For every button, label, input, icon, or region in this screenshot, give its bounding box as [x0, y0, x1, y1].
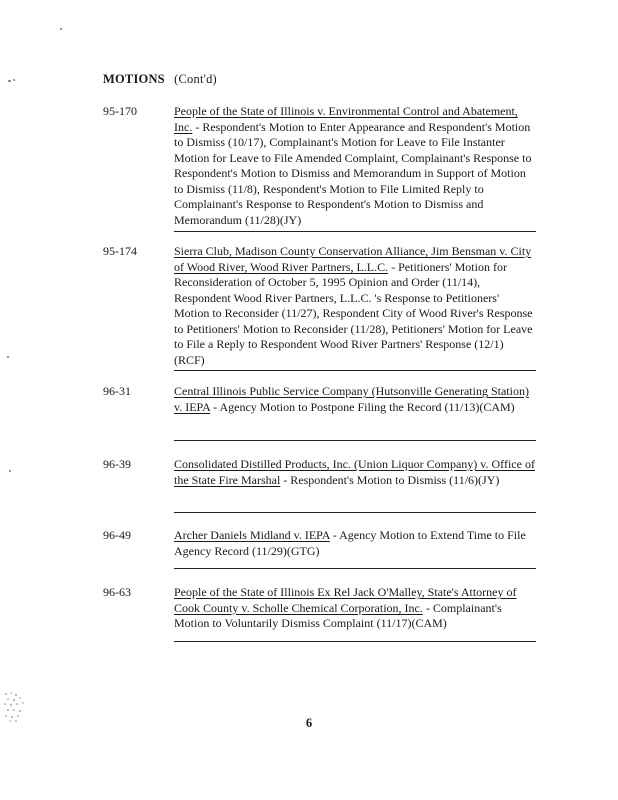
docket-number: 96-31: [103, 384, 131, 398]
motion-detail: - Agency Motion to Postpone Filing the Record (11/13)(CAM): [210, 399, 515, 414]
case-caption: Central Illinois Public Service Company (Hutsonville Generating Station) v. IEPA: [174, 384, 529, 414]
motion-text: [174, 244, 536, 368]
entry-divider: [174, 370, 536, 371]
entry-divider: [174, 568, 536, 569]
docket-number: 96-63: [103, 585, 131, 599]
scan-speck: [8, 80, 11, 82]
docket-number: 96-49: [103, 528, 131, 542]
entry-divider: [174, 641, 536, 642]
motion-text: [174, 585, 536, 632]
motion-text: [174, 104, 536, 228]
motion-detail: - Complainant's Motion to Voluntarily Dismiss Complaint (11/17)(CAM): [174, 600, 502, 630]
case-caption: People of the State of Illinois v. Environmental Control and Abatement, Inc.: [174, 104, 518, 134]
scan-speck: [9, 470, 11, 472]
motion-text: [174, 457, 536, 488]
docket-number: 96-39: [103, 457, 131, 471]
page-number: 6: [305, 716, 313, 730]
docket-number: 95-174: [103, 244, 137, 258]
motion-text: [174, 384, 536, 415]
motion-detail: - Respondent's Motion to Dismiss (11/6)(JY): [280, 472, 500, 487]
section-title: MOTIONS: [103, 72, 165, 86]
motion-detail: - Agency Motion to Extend Time to File Agency Record (11/29)(GTG): [174, 528, 526, 558]
case-caption: Consolidated Distilled Products, Inc. (Union Liquor Company) v. Office of the State Fire Marshal: [174, 457, 535, 487]
scan-speck: [13, 79, 15, 81]
scan-speck: [7, 356, 9, 358]
case-caption: Archer Daniels Midland v. IEPA: [174, 528, 330, 542]
section-heading: [103, 72, 217, 87]
docket-number: 95-170: [103, 104, 137, 118]
motion-detail: - Respondent's Motion to Enter Appearance and Respondent's Motion to Dismiss (10/17), Complainant's Motion for Leave to File Instanter Motion for Leave to File Amended Complaint, Complainant's Response to Respondent's Motion to Dismiss and Memorandum in Support of Motion to Dismiss (11/8), Respondent's Motion to File Limited Reply to Complainant's Response to Respondent's Motion to Dismiss and Memorandum (11/28)(JY): [174, 119, 532, 227]
scan-noise-cluster: [2, 690, 28, 724]
motion-detail: - Petitioners' Motion for Reconsideration of October 5, 1995 Opinion and Order (11/14), Respondent Wood River Partners, L.L.C. 's Response to Petitioners' Motion to Reconsider (11/27), Respondent City of Wood River's Response to Petitioners' Motion to Reconsider (11/28), Petitioners' Motion for Leave to File a Reply to Respondent Wood River Partners' Response (12/1) (RCF): [174, 259, 533, 367]
entry-divider: [174, 440, 536, 441]
entry-divider: [174, 231, 536, 232]
motion-text: [174, 528, 536, 559]
case-caption: People of the State of Illinois Ex Rel Jack O'Malley, State's Attorney of Cook County v. Scholle Chemical Corporation, Inc.: [174, 585, 517, 615]
case-caption: Sierra Club, Madison County Conservation Alliance, Jim Bensman v. City of Wood River, Wood River Partners, L.L.C.: [174, 244, 532, 274]
section-continued-label: (Cont'd): [174, 72, 217, 86]
entry-divider: [174, 512, 536, 513]
scan-speck: [60, 28, 62, 30]
